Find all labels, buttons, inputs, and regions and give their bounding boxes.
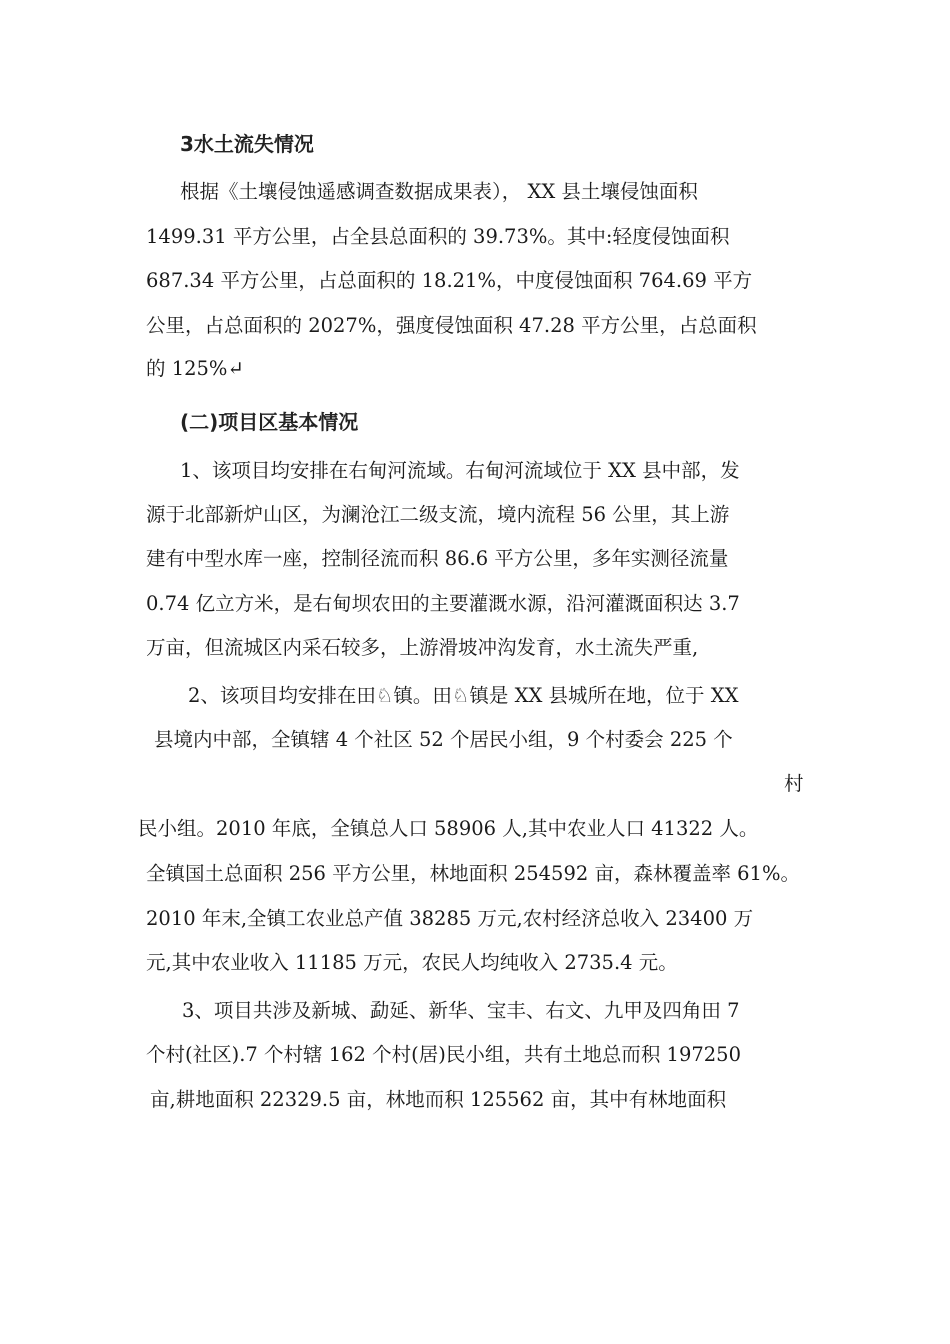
paragraph-line: 村 <box>784 772 804 795</box>
paragraph-line: 0.74 亿立方米，是右甸坝农田的主要灌溉水源，沿河灌溉面积达 3.7 <box>146 592 740 615</box>
paragraph-line: 2、该项目均安排在田♘镇。田♘镇是 XX 县城所在地，位于 XX <box>188 684 739 707</box>
paragraph-line: 建有中型水库一座，控制径流而积 86.6 平方公里，多年实测径流量 <box>146 547 729 570</box>
paragraph-line: 个村(社区).7 个村辖 162 个村(居)民小组，共有土地总而积 197250 <box>146 1043 741 1066</box>
paragraph-line: 公里，占总面积的 2027%，强度侵蚀面积 47.28 平方公里，占总面积 <box>146 314 757 337</box>
paragraph-line: 2010 年末,全镇工农业总产值 38285 万元,农村经济总收入 23400 万 <box>146 907 754 930</box>
section-heading-soil-erosion: 3水土流失情况 <box>180 132 314 156</box>
paragraph-line: 县境内中部，全镇辖 4 个社区 52 个居民小组，9 个村委会 225 个 <box>154 728 733 751</box>
paragraph-line: 1499.31 平方公里，占全县总面积的 39.73%。其中:轻度侵蚀面积 <box>146 225 730 248</box>
section-heading-project-area: (二)项目区基本情况 <box>180 410 359 434</box>
paragraph-line: 687.34 平方公里，占总面积的 18.21%，中度侵蚀面积 764.69 平方 <box>146 269 753 292</box>
paragraph-line: 万亩，但流城区内采石较多，上游滑坡冲沟发育，水土流失严重, <box>146 636 699 659</box>
paragraph-line: 1、该项目均安排在右甸河流域。右甸河流域位于 XX 县中部，发 <box>180 459 740 482</box>
paragraph-line: 根据《土壤侵蚀遥感调查数据成果表）， XX 县土壤侵蚀面积 <box>180 180 698 203</box>
paragraph-line: 亩,耕地面积 22329.5 亩，林地而积 125562 亩，其中有林地面积 <box>150 1088 727 1111</box>
paragraph-line: 源于北部新炉山区，为澜沧江二级支流，境内流程 56 公里，其上游 <box>146 503 730 526</box>
paragraph-line: 民小组。2010 年底，全镇总人口 58906 人,其中农业人口 41322 人。 <box>138 817 759 840</box>
paragraph-line: 元,其中农业收入 11185 万元，农民人均纯收入 2735.4 元。 <box>146 951 678 974</box>
paragraph-line: 全镇国土总面积 256 平方公里，林地面积 254592 亩，森林覆盖率 61%。 <box>146 862 800 885</box>
paragraph-line: 3、项目共涉及新城、勐延、新华、宝丰、右文、九甲及四角田 7 <box>182 999 740 1022</box>
paragraph-line: 的 125%↵ <box>146 357 244 380</box>
